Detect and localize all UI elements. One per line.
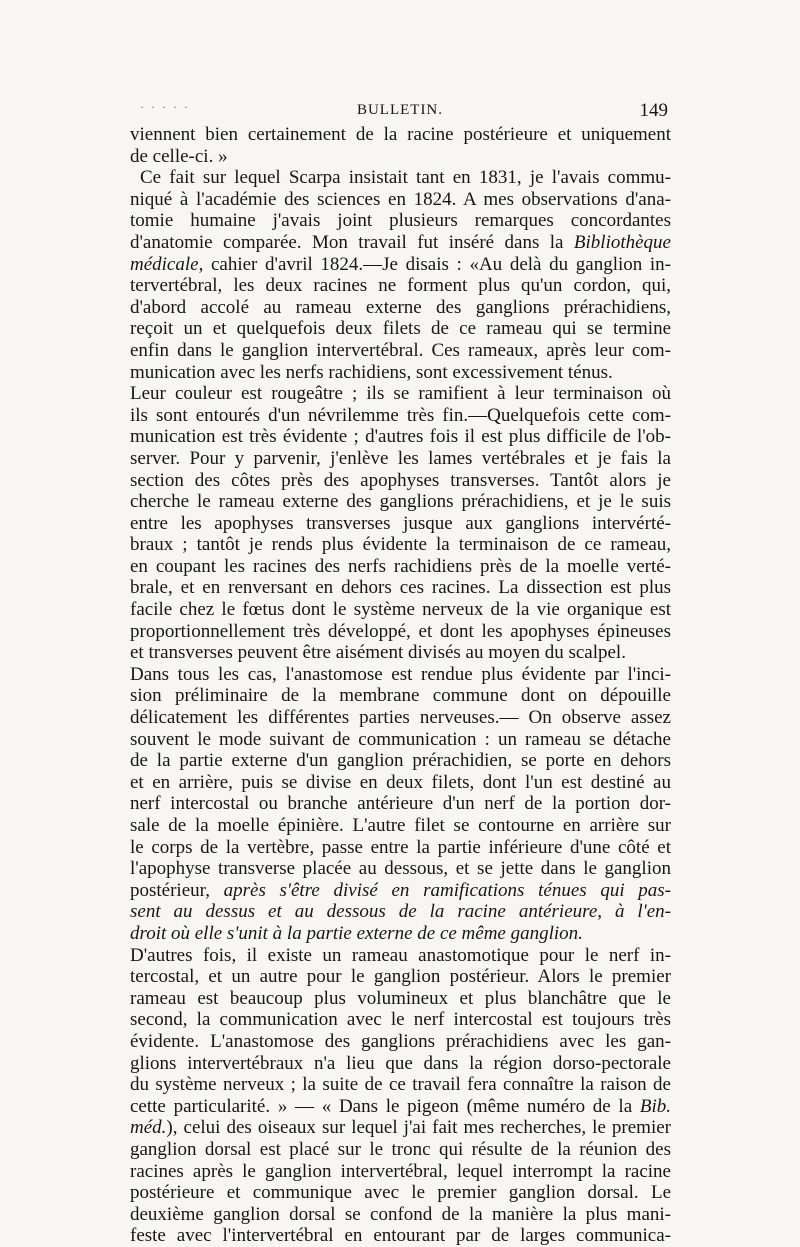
text-line [130, 1139, 671, 1161]
text-line [130, 815, 671, 837]
text-line [130, 383, 671, 405]
text-run: ), celui des oiseaux sur lequel j'ai fait mes recherches, le premier [166, 1117, 671, 1139]
text-line [130, 340, 671, 362]
text-line [130, 1117, 671, 1139]
text-line [130, 275, 671, 297]
text-line [130, 707, 671, 729]
text-line [130, 448, 671, 470]
text-run: Dans tous les cas, l'anastomose est rendue plus évidente par l'inci- [130, 663, 671, 685]
text-run: entre les apophyses transverses jusque aux ganglions intervérté- [130, 512, 671, 534]
text-line [130, 729, 671, 751]
italic-text: droit où elle s'unit à la partie externe de ce même ganglion. [130, 922, 583, 944]
text-line [130, 491, 671, 513]
text-line [130, 534, 671, 556]
text-line [130, 1074, 671, 1096]
text-line [130, 189, 671, 211]
text-run: délicatement les différentes parties nerveuses.— On observe assez [130, 707, 671, 729]
text-line [130, 685, 671, 707]
text-line [130, 793, 671, 815]
text-line [130, 232, 671, 254]
text-line [130, 945, 671, 967]
text-run: section des côtes près des apophyses transverses. Tantôt alors je [130, 469, 671, 491]
italic-text: après s'être divisé en ramifications ténues qui pas- [223, 879, 671, 901]
text-run: facile chez le fœtus dont le système nerveux de la vie organique est [130, 599, 671, 621]
text-line [130, 146, 671, 168]
text-line [130, 1031, 671, 1053]
text-run: de la partie externe d'un ganglion prérachidien, se porte en dehors [130, 750, 671, 772]
text-run: nerf intercostal ou branche antérieure d'un nerf de la portion dor- [130, 793, 671, 815]
text-run: souvent le mode suivant de communication : un rameau se détache [130, 728, 671, 750]
text-run: , cahier d'avril 1824.—Je disais : «Au delà du ganglion in- [198, 253, 671, 275]
text-run: niqué à l'académie des sciences en 1824. A mes observations d'ana- [130, 188, 671, 210]
text-line [130, 167, 671, 189]
text-line [130, 750, 671, 772]
text-run: et en arrière, puis se divise en deux filets, dont l'un est destiné au [130, 771, 671, 793]
text-line [130, 988, 671, 1010]
text-line [130, 966, 671, 988]
text-line [130, 318, 671, 340]
text-line [130, 254, 671, 276]
text-run: glions intervertébraux n'a lieu que dans la région dorso-pectorale [130, 1052, 671, 1074]
text-line [130, 513, 671, 535]
text-run: postérieure et communique avec le premier ganglion dorsal. Le [130, 1182, 671, 1204]
text-run: rameau est beaucoup plus volumineux et plus blanchâtre que le [130, 987, 671, 1009]
text-line [130, 210, 671, 232]
text-run: tomie humaine j'avais joint plusieurs remarques concordantes [130, 210, 671, 232]
text-run: de celle-ci. » [130, 145, 228, 167]
text-run: évidente. L'anastomose des ganglions prérachidiens avec les gan- [130, 1030, 671, 1052]
text-run: sale de la moelle épinière. L'autre filet se contourne en arrière sur [130, 815, 671, 836]
text-run: Ce fait sur lequel Scarpa insistait tant en 1831, je l'avais commu- [140, 167, 671, 189]
text-line [130, 880, 671, 902]
text-line [130, 621, 671, 643]
text-line [130, 577, 671, 599]
text-run: cherche le rameau externe des ganglions prérachidiens, et je le suis [130, 491, 671, 513]
text-run: d'anatomie comparée. Mon travail fut inséré dans la [130, 231, 574, 253]
text-run: tervertébral, les deux racines ne forment plus qu'un cordon, qui, [130, 275, 671, 297]
text-run: sion préliminaire de la membrane commune dont on dépouille [130, 685, 671, 707]
text-run: second, la communication avec le nerf intercostal est toujours très [130, 1009, 671, 1031]
text-run: server. Pour y parvenir, j'enlève les lames vertébrales et je fais la [130, 447, 671, 469]
ink-specks: · · · · · [140, 100, 190, 114]
text-run: braux ; tantôt je rends plus évidente la terminaison de ce rameau, [130, 534, 671, 556]
body-text [130, 124, 671, 1247]
text-run: D'autres fois, il existe un rameau anastomotique pour le nerf in- [130, 944, 671, 966]
text-line [130, 772, 671, 794]
text-run: viennent bien certainement de la racine postérieure et uniquement [130, 124, 671, 145]
text-line [130, 124, 671, 146]
page-header [130, 100, 670, 124]
text-run: et transverses peuvent être aisément divisés au moyen du scalpel. [130, 642, 626, 664]
text-run: munication avec les nerfs rachidiens, sont excessivement ténus. [130, 361, 613, 383]
text-run: feste avec l'intervertébral en entourant par de larges communica- [130, 1225, 671, 1247]
text-line [130, 901, 671, 923]
text-line [130, 1182, 671, 1204]
text-run: cette particularité. » — « Dans le pigeon (même numéro de la [130, 1095, 640, 1117]
text-run: le corps de la vertèbre, passe entre la partie inférieure d'une côté et [130, 836, 671, 858]
text-run: racines après le ganglion intervertébral, lequel interrompt la racine [130, 1160, 671, 1182]
text-line [130, 426, 671, 448]
text-line [130, 1053, 671, 1075]
text-run: l'apophyse transverse placée au dessous, et se jette dans le ganglion [130, 858, 671, 880]
text-run: reçoit un et quelquefois deux filets de ce rameau qui se termine [130, 318, 671, 340]
text-run: proportionnellement très développé, et dont les apophyses épineuses [130, 620, 671, 642]
text-run: ils sont entourés d'un névrilemme très fin.—Quelquefois cette com- [130, 404, 671, 426]
text-run: ganglion dorsal est placé sur le tronc qui résulte de la réunion des [130, 1138, 671, 1160]
italic-text: Bibliothèque [573, 231, 671, 253]
text-line [130, 642, 671, 664]
text-run: du système nerveux ; la suite de ce travail fera connaître la raison de [130, 1074, 671, 1096]
text-run: deuxième ganglion dorsal se confond de la manière la plus mani- [130, 1203, 671, 1225]
text-run: postérieur, [130, 879, 224, 901]
text-line [130, 297, 671, 319]
text-run: tercostal, et un autre pour le ganglion postérieur. Alors le premier [130, 966, 671, 988]
text-line [130, 664, 671, 686]
text-run: Leur couleur est rougeâtre ; ils se ramifient à leur terminaison où [130, 383, 671, 405]
italic-text: médicale [130, 253, 199, 275]
text-line [130, 1161, 671, 1183]
text-line [130, 470, 671, 492]
text-line [130, 858, 671, 880]
text-line [130, 1204, 671, 1226]
text-line [130, 1009, 671, 1031]
page-number: 149 [639, 100, 668, 121]
text-run: enfin dans le ganglion intervertébral. Ces rameaux, après leur com- [130, 339, 671, 361]
text-line [130, 837, 671, 859]
text-line [130, 923, 671, 945]
running-title: BULLETIN. [356, 102, 444, 118]
text-line [130, 1096, 671, 1118]
italic-text: Bib. [639, 1095, 671, 1117]
text-run: en coupant les racines des nerfs rachidiens près de la moelle verté- [130, 555, 671, 577]
text-run: d'abord accolé au rameau externe des ganglions prérachidiens, [130, 296, 671, 318]
text-line [130, 1225, 671, 1247]
text-line [130, 362, 671, 384]
text-run: brale, et en renversant en dehors ces racines. La dissection est plus [130, 577, 671, 599]
text-line [130, 405, 671, 427]
italic-text: sent au dessus et au dessous de la racine antérieure, à l'en- [130, 901, 671, 923]
text-line [130, 599, 671, 621]
italic-text: méd. [130, 1117, 167, 1139]
text-line [130, 556, 671, 578]
text-run: munication est très évidente ; d'autres fois il est plus difficile de l'ob- [130, 426, 671, 448]
